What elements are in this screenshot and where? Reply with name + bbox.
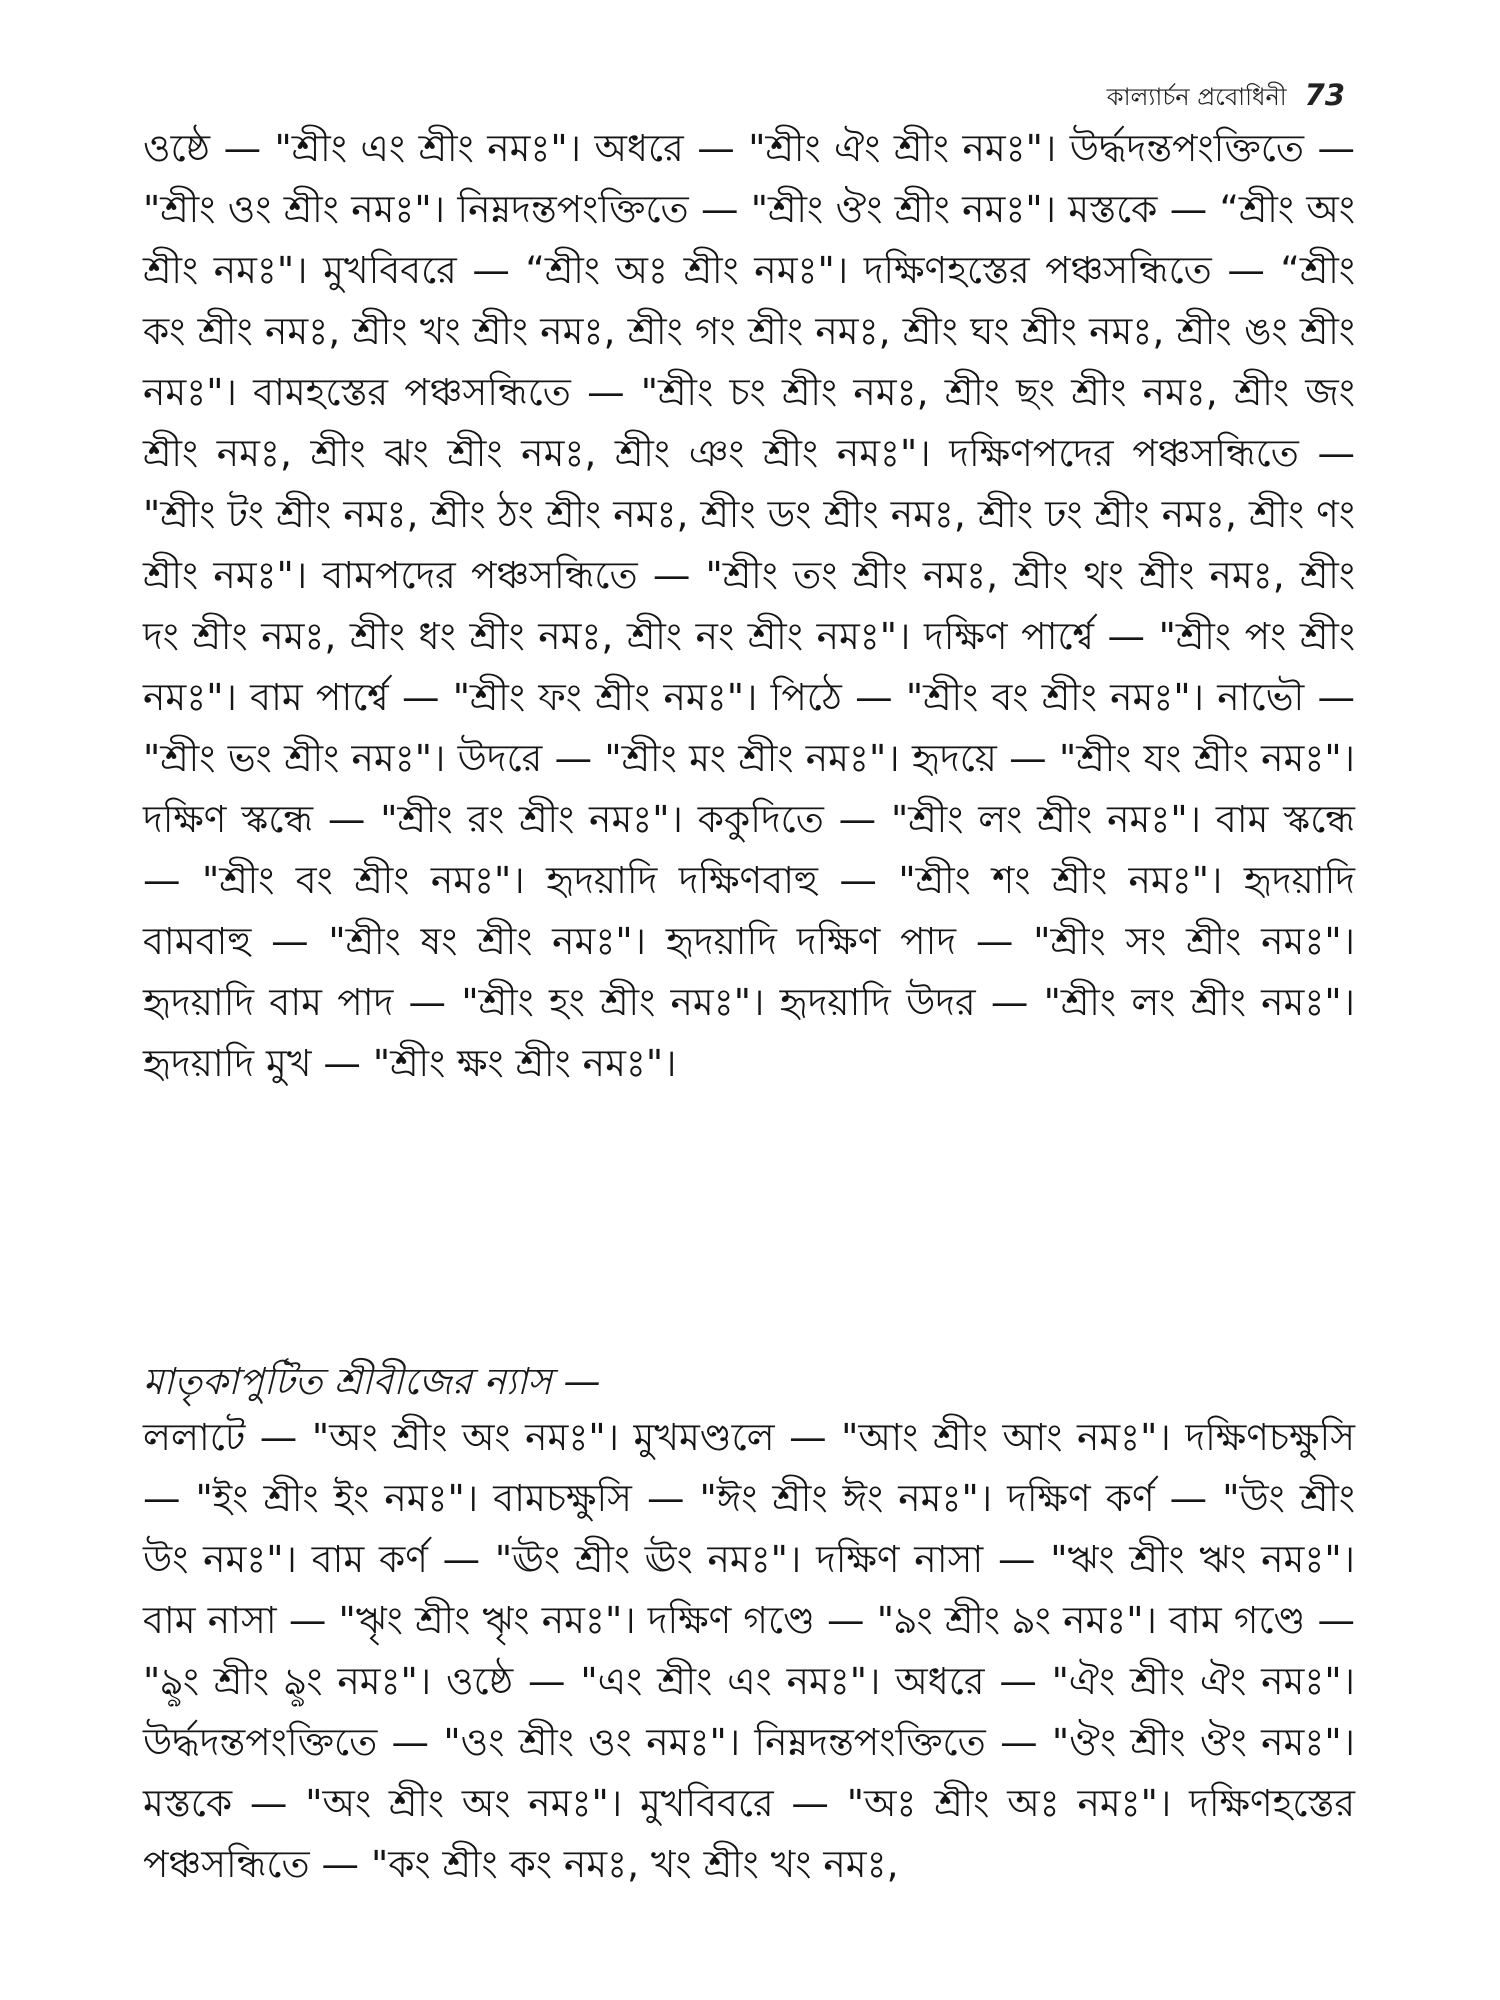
page-number: 73 [1304, 78, 1345, 112]
paragraph-matrika-nyasa: ললাটে — "অং শ্রীং অং নমঃ"। মুখমণ্ডলে — "আং শ্রীং আং নমঃ"। দক্ষিণচক্ষুসি — "ইং শ্রীং ইং নমঃ"। বামচক্ষুসি — "ঈং শ্রীং ঈং নমঃ"। দক্ষিণ কর্ণ — "উং শ্রীং উং নমঃ"। বাম কর্ণ — "ঊং শ্রীং ঊং নমঃ"। দক্ষিণ নাসা — "ঋং শ্রীং ঋং নমঃ"। বাম নাসা — "ৠং শ্রীং ৠং নমঃ"। দক্ষিণ গণ্ডে — "ঌং শ্রীং ঌং নমঃ"। বাম গণ্ডে — "ৡং শ্রীং ৡং নমঃ"। ওষ্ঠে — "এং শ্রীং এং নমঃ"। অধরে — "ঐং শ্রীং ঐং নমঃ"। উর্দ্ধদন্তপংক্তিতে — "ওং শ্রীং ওং নমঃ"। নিম্নদন্তপংক্তিতে — "ঔং শ্রীং ঔং নমঃ"। মস্তকে — "অং শ্রীং অং নমঃ"। মুখবিবরে — "অঃ শ্রীং অঃ নমঃ"। দক্ষিণহস্তের পঞ্চসন্ধিতে — "কং শ্রীং কং নমঃ, খং শ্রীং খং নমঃ, [143, 1415, 1355, 1886]
running-title: কাল্যার্চন প্রবোধিনী [1106, 83, 1287, 111]
running-header [1107, 78, 1345, 119]
section-heading: মাতৃকাপুটিত শ্রীবীজের ন্যাস — [143, 1360, 601, 1403]
paragraph-nyasa-srim: ওষ্ঠে — "শ্রীং এং শ্রীং নমঃ"। অধরে — "শ্রীং ঐং শ্রীং নমঃ"। উর্দ্ধদন্তপংক্তিতে — "শ্রীং ওং শ্রীং নমঃ"। নিম্নদন্তপংক্তিতে — "শ্রীং ঔং শ্রীং নমঃ"। মস্তকে — “শ্রীং অং শ্রীং নমঃ"। মুখবিবরে — “শ্রীং অঃ শ্রীং নমঃ"। দক্ষিণহস্তের পঞ্চসন্ধিতে — “শ্রীং কং শ্রীং নমঃ, শ্রীং খং শ্রীং নমঃ, শ্রীং গং শ্রীং নমঃ, শ্রীং ঘং শ্রীং নমঃ, শ্রীং ঙং শ্রীং নমঃ"। বামহস্তের পঞ্চসন্ধিতে — "শ্রীং চং শ্রীং নমঃ, শ্রীং ছং শ্রীং নমঃ, শ্রীং জং শ্রীং নমঃ, শ্রীং ঝং শ্রীং নমঃ, শ্রীং ঞং শ্রীং নমঃ"। দক্ষিণপদের পঞ্চসন্ধিতে — "শ্রীং টং শ্রীং নমঃ, শ্রীং ঠং শ্রীং নমঃ, শ্রীং ডং শ্রীং নমঃ, শ্রীং ঢং শ্রীং নমঃ, শ্রীং ণং শ্রীং নমঃ"। বামপদের পঞ্চসন্ধিতে — "শ্রীং তং শ্রীং নমঃ, শ্রীং থং শ্রীং নমঃ, শ্রীং দং শ্রীং নমঃ, শ্রীং ধং শ্রীং নমঃ, শ্রীং নং শ্রীং নমঃ"। দক্ষিণ পার্শ্বে — "শ্রীং পং শ্রীং নমঃ"। বাম পার্শ্বে — "শ্রীং ফং শ্রীং নমঃ"। পিঠে — "শ্রীং বং শ্রীং নমঃ"। নাভৌ — "শ্রীং ভং শ্রীং নমঃ"। উদরে — "শ্রীং মং শ্রীং নমঃ"। হৃদয়ে — "শ্রীং যং শ্রীং নমঃ"। দক্ষিণ স্কন্ধে — "শ্রীং রং শ্রীং নমঃ"। ককুদিতে — "শ্রীং লং শ্রীং নমঃ"। বাম স্কন্ধে — "শ্রীং বং শ্রীং নমঃ"। হৃদয়াদি দক্ষিণবাহু — "শ্রীং শং শ্রীং নমঃ"। হৃদয়াদি বামবাহু — "শ্রীং ষং শ্রীং নমঃ"। হৃদয়াদি দক্ষিণ পাদ — "শ্রীং সং শ্রীং নমঃ"। হৃদয়াদি বাম পাদ — "শ্রীং হং শ্রীং নমঃ"। হৃদয়াদি উদর — "শ্রীং লং শ্রীং নমঃ"। হৃদয়াদি মুখ — "শ্রীং ক্ষং শ্রীং নমঃ"। [143, 126, 1355, 1085]
